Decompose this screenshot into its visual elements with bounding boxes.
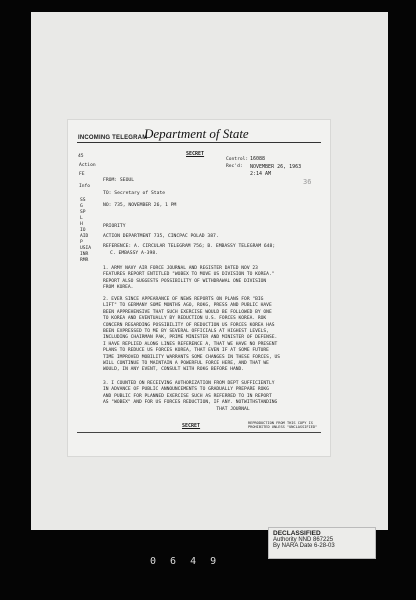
number-line: NO: 735, NOVEMBER 26, 1 PM [103,203,177,208]
text-line: 3. I COUNTED ON RECEIVING AUTHORIZATION FROM DEPT SUFFICIENTLY [103,381,275,386]
text-line: FEATURES REPORT ENTITLED "WOBEX TO MOVE US DIVISION TO KOREA." [103,272,275,278]
distribution-code: INR [80,252,89,257]
text-line: TO KOREA AND EVENTUALLY BY REDUCTION U.S. FORCES KOREA. ROK [103,316,267,322]
action-line: ACTION DEPARTMENT 735, CINCPAC POLAD 387. [103,234,219,239]
incoming-telegram-heading: INCOMING TELEGRAM [78,135,148,141]
reproduction-notice [248,421,317,429]
distribution-code: P [80,240,83,245]
text-line: THAT JOURNAL [103,406,250,412]
reproduction-line: PROHIBITED UNLESS "UNCLASSIFIED" [248,425,318,430]
text-line: 1. ARMY NAVY AIR FORCE JOURNAL AND REGISTER DATED NOV 23 [103,266,258,271]
text-line: BEEN APPREHENSIVE THAT SUCH EXERCISE WOULD BE FOLLOWED BY ONE [103,309,272,315]
classification-bottom: SECRET [182,423,201,429]
info-label: Info [79,184,91,189]
paragraph-2 [103,297,321,374]
declassified-authority: Authority NND 867225 [273,537,334,543]
action-label: Action [79,163,96,168]
distribution-code: IO [80,228,86,233]
reproduction-line: REPRODUCTION FROM THIS COPY IS [248,421,313,425]
frame-digit: 0 [150,556,158,567]
reference-line: C. EMBASSY A-398. [110,251,158,256]
distribution-code: USIA [80,246,92,251]
declassified-stamp [268,527,376,559]
reference-line: REFERENCE: A. CIRCULAR TELEGRAM 756; B. EMBASSY TELEGRAM 648; [103,244,276,249]
text-line: 2. EVER SINCE APPEARANCE OF NEWS REPORTS ON PLANS FOR "BIG [103,297,264,302]
text-line: LIFT" TO GERMANY SOME MONTHS AGO, ROKG, PRESS AND PUBLIC HAVE [103,303,272,309]
paragraph-1 [103,266,321,292]
distribution-code: AID [80,234,89,239]
received-time: 2:14 AM [250,171,272,177]
distribution-code: L [80,216,83,221]
action-office: FE [79,172,85,177]
text-line: IN ADVANCE OF PUBLIC ANNOUNCEMENTS TO GRADUALLY PREPARE ROKG [103,387,269,393]
declassified-title: DECLASSIFIED [273,530,321,537]
paragraph-3 [103,381,321,413]
distribution-code: SS [80,198,86,203]
film-frame-number [150,556,217,567]
priority-line: PRIORITY [103,224,126,229]
received-date: NOVEMBER 26, 1963 [250,164,302,170]
distribution-code: SP [80,210,86,215]
text-line: FROM KOREA. [103,285,134,291]
control-label: Control: [226,157,249,162]
text-line: AND PUBLIC FOR PLANNED EXERCISE SUCH AS REFERRED TO IN REPORT [103,393,272,399]
text-line: CONCERN REGARDING POSSIBILITY OF REDUCTION US FORCES KOREA HAS [103,322,275,328]
received-label: Rec'd: [226,164,243,169]
text-line: WOULD, IN ANY EVENT, CONSULT WITH ROKG BEFORE HAND. [103,367,245,373]
frame-digit: 6 [170,556,178,567]
text-line: BEEN EXPRESSED TO ME BY SEVERAL OFFICIALS AT HIGHEST LEVELS, [103,329,269,335]
text-line: WILL CONTINUE TO MAINTAIN A POWERFUL FORCE HERE, AND THAT WE [103,361,269,367]
header-rule [77,142,321,143]
frame-digit: 4 [190,556,198,567]
from-line: FROM: SEOUL [103,178,135,183]
text-line: I HAVE REPLIED ALONG LINES REFERENCE A, THAT WE HAVE NO PRESENT [103,341,278,347]
frame-digit: 9 [210,556,218,567]
to-line: TO: Secretary of State [103,191,166,196]
stamp-number: 36 [303,178,312,186]
distribution-code: G [80,204,83,209]
telegram-number: 45 [78,154,84,159]
declassified-by-line: By NARA Date 6-28-03 [273,543,335,549]
text-line: PLANS TO REDUCE US FORCES KOREA, THAT EVEN IF AT SOME FUTURE [103,348,269,354]
text-line: AS "WOBEX" AND FOR US FORCES REDUCTION, IF ANY. NOTWITHSTANDING [103,400,278,406]
distribution-code: RMR [80,258,89,263]
text-line: TIME IMPROVED MOBILITY WARRANTS SOME CHANGES IN THESE FORCES, US [103,354,281,360]
footer-rule [77,432,321,433]
distribution-code: H [80,222,83,227]
text-line: REPORT ALSO SUGGESTS POSSIBILITY OF WITHDRAWAL ONE DIVISION [103,278,267,284]
text-line: INCLUDING CHAIRMAN PAK, PRIME MINISTER AND MINISTER OF DEFENSE. [103,335,278,341]
distribution-list [80,198,91,264]
classification-top: SECRET [186,151,205,157]
control-number: 16088 [250,156,266,162]
department-of-state-heading: Department of State [144,126,249,141]
